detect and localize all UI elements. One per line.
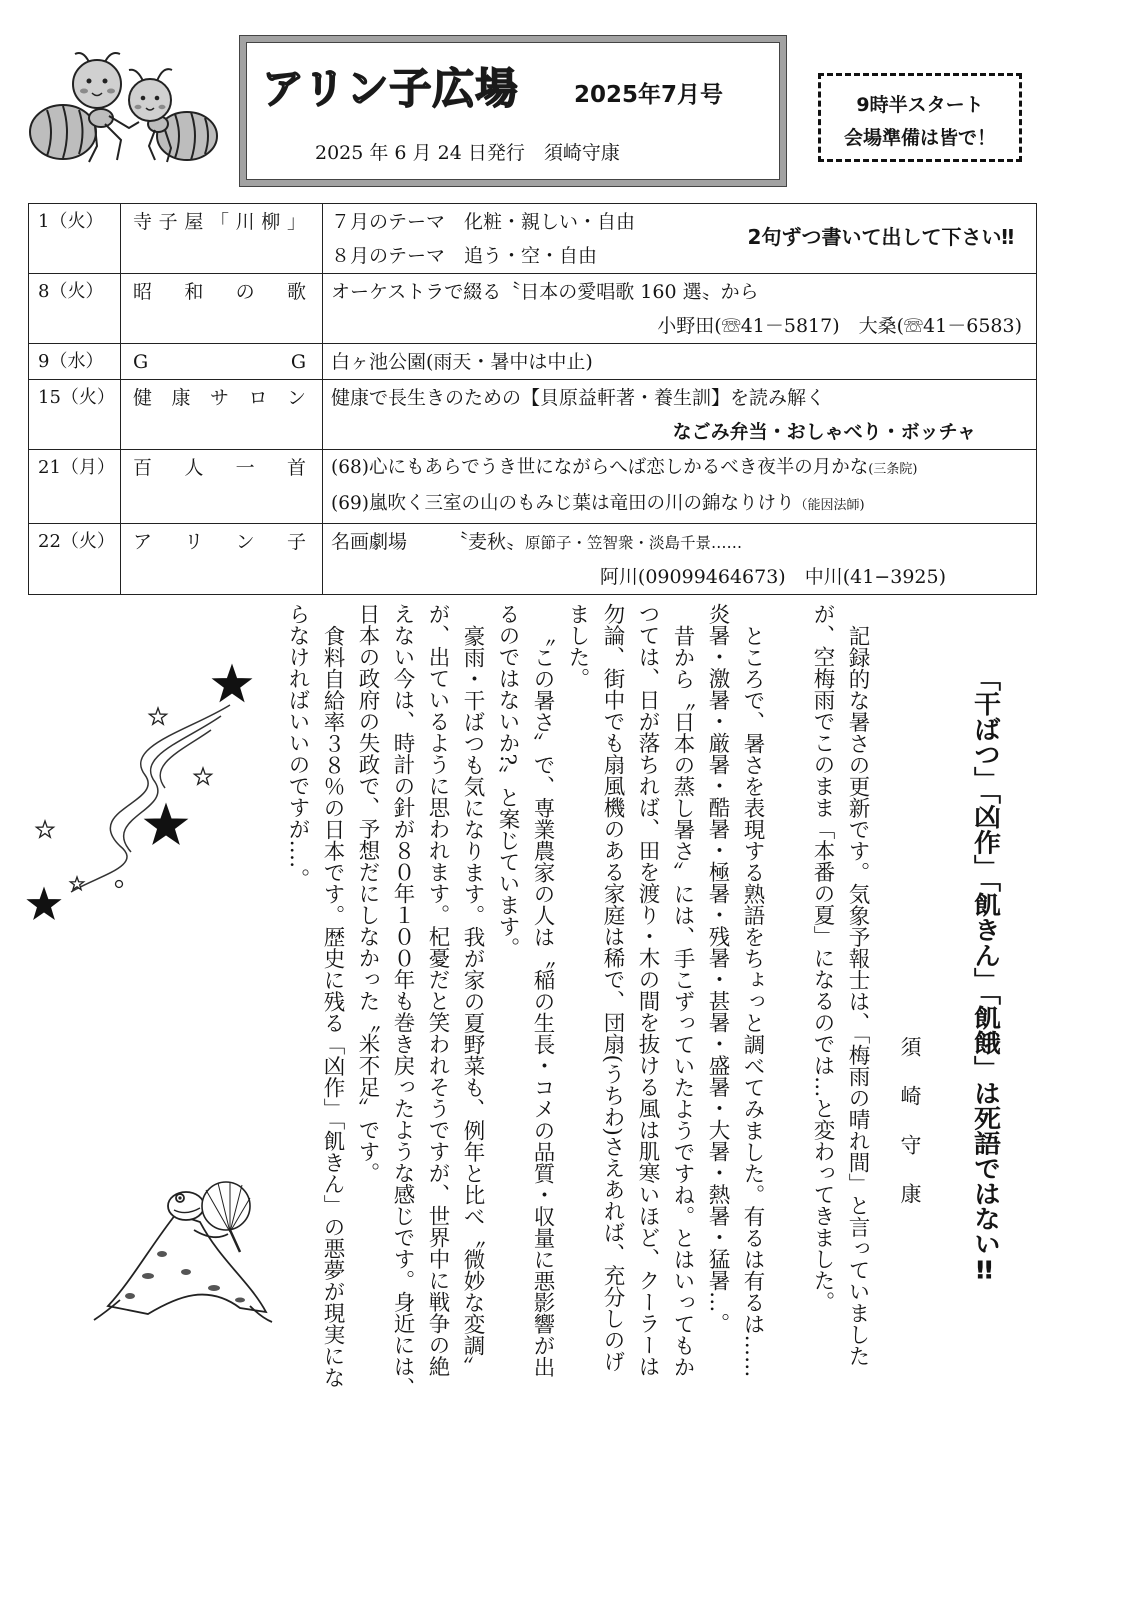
frog-pupil (178, 1196, 181, 1199)
date-cell (29, 450, 121, 524)
event-name (133, 275, 306, 309)
label-char: の (235, 281, 255, 303)
star-icon (213, 665, 251, 701)
label-char: 康 (171, 387, 191, 409)
ant-blush (107, 89, 115, 94)
detail-line: 白ヶ池公園(雨天・暑中は中止) (331, 351, 593, 373)
contact-line: 阿川(09099464673) 中川(41−3925) (599, 566, 946, 588)
paragraph-gap (770, 603, 805, 1433)
event-cell (121, 524, 323, 595)
details-cell (323, 380, 1037, 450)
fan-handle (230, 1230, 240, 1252)
star-icon (145, 804, 187, 844)
ant-antenna (105, 53, 120, 62)
label-char: 人 (184, 457, 204, 479)
event-cell (121, 450, 323, 524)
frog-leg (94, 1300, 120, 1320)
ant-blush (159, 105, 166, 109)
label-char: 和 (184, 281, 204, 303)
ant-antenna (157, 69, 172, 81)
poem-text: (68)心にもあらでうき世にながらへば恋しかるべき夜半の月かな (331, 457, 869, 478)
event-cell (121, 274, 323, 344)
star-outline-icon (36, 821, 53, 837)
poem-author: （能因法師) (794, 498, 865, 513)
schedule-row (29, 274, 1037, 344)
poem-author: (三条院) (868, 462, 918, 477)
poem-line (331, 451, 1022, 487)
article-line: 炎暑・激暑・厳暑・酷暑・極暑・残暑・甚暑・盛暑・大暑・熱暑・猛暑…。 (705, 603, 730, 1334)
star-icon (28, 888, 60, 919)
article-line: るのではないか?〟と案じています。 (495, 603, 520, 959)
notice-start-time: 9時半スタート (856, 94, 984, 116)
article-line: 日本の政府の失政で、予想だにしなかった〝米不足〟です。 (355, 603, 380, 1184)
ant-abdomen (30, 105, 96, 159)
label-char: 昭 (133, 281, 153, 303)
frog-head (168, 1192, 204, 1220)
label-char: リ (184, 531, 204, 553)
schedule-table (28, 203, 1037, 595)
article-line: 勿論、街中でも扇風機のある家庭は稀で、団扇(うちわ)さえあれば、充分しのげ (600, 603, 625, 1373)
label-char: ロ (248, 387, 268, 409)
label-char: 寺 (133, 211, 153, 233)
ant-arm (109, 116, 139, 128)
article-line: ところで、暑さを表現する熟語をちょっと調べてみました。有るは有るは‥‥‥ (740, 624, 765, 1378)
right-ant (129, 69, 217, 162)
details-cell (323, 524, 1037, 595)
detail-line: 健康で長生きのための【貝原益軒著・養生訓】を読み解く (331, 387, 826, 409)
article-line: 記録的な暑さの更新です。気象予報士は、「梅雨の晴れ間」と言っていました (845, 624, 870, 1367)
ant-blush (135, 105, 142, 109)
article-line: が、出ているように思われます。杞憂だと笑われそうですが、世界中に戦争の絶 (425, 603, 450, 1377)
issue-label: 2025年7月号 (574, 82, 724, 108)
date-cell (29, 204, 121, 274)
event-date: 1（火） (38, 211, 104, 232)
film-cast: 原節子・笠智衆・淡島千景‥‥‥ (525, 534, 743, 552)
masthead (240, 36, 786, 186)
label-char: 百 (133, 457, 153, 479)
ant-eye (87, 79, 92, 84)
schedule-row (29, 344, 1037, 380)
label-char: 首 (286, 457, 306, 479)
article-line: ました。 (565, 603, 590, 689)
article-line: 昔から〝日本の蒸し暑さ〟には、手こずっていたようですね。とはいってもか (670, 624, 695, 1377)
date-cell (29, 524, 121, 595)
event-date: 21（月） (38, 457, 115, 478)
notice-setup: 会場準備は皆で！ (843, 127, 996, 149)
swirl-lines (71, 705, 230, 892)
article-title: 「干ばつ」「凶作」「飢きん」「飢餓」は死語ではない‼ (969, 666, 1000, 1285)
frog-spot (157, 1251, 167, 1257)
newsletter-title: アリン子広場 (262, 64, 519, 113)
article-line: 〝この暑さ〟で、専業農家の人は〝稲の生長・コメの品質・収量に悪影響が出 (530, 624, 555, 1377)
poem-line (331, 487, 1022, 523)
event-date: 8（火） (38, 281, 104, 302)
detail-line: ７月のテーマ 化粧・親しい・自由 (331, 211, 636, 233)
frog-spot (235, 1298, 245, 1303)
article-body (280, 603, 875, 1433)
frog-spot (142, 1273, 154, 1279)
ant-leg (105, 124, 121, 160)
date-cell (29, 274, 121, 344)
label-char: ア (133, 531, 153, 553)
article-line: らなければいいのですが‥‥。 (285, 603, 310, 890)
event-name (133, 381, 306, 415)
article-line: 食料自給率３８％の日本です。歴史に残る「凶作」「飢きん」の悪夢が現実にな (320, 624, 345, 1388)
dot-icon (116, 881, 123, 888)
article-line: えない今は、時計の針が８０年１００年も巻き戻ったような感じです。身近には、 (390, 603, 415, 1399)
ant-blush (80, 89, 88, 94)
article-line: つては、日が落ちれば、田を渡り・木の間を抜ける風は肌寒いほど、クーラーは (635, 603, 660, 1377)
fan-face (202, 1182, 250, 1230)
event-date: 9（水） (38, 351, 104, 372)
star-outline-icon (194, 768, 211, 784)
activity-note: なごみ弁当・おしゃべり・ボッチャ (672, 421, 976, 443)
date-cell (29, 380, 121, 450)
detail-line: オーケストラで綴る〝日本の愛唱歌 160 選〟から (331, 281, 759, 303)
details-cell (323, 344, 1037, 380)
event-cell (121, 380, 323, 450)
film-title: 〝麦秋〟 (449, 531, 526, 553)
frog-spot (181, 1269, 191, 1275)
frog-spot (208, 1285, 220, 1291)
ant-eye (141, 96, 146, 101)
ant-eye (155, 96, 160, 101)
ant-eye (103, 79, 108, 84)
article-line: 豪雨・干ばつも気になります。我が家の夏野菜も、例年と比べ〝微妙な変調〟 (460, 624, 485, 1377)
schedule-row (29, 204, 1037, 274)
film-line (331, 525, 1022, 560)
submission-note: 2句ずつ書いて出して下さい‼ (747, 225, 1014, 249)
event-name (133, 451, 306, 485)
start-time-notice (818, 73, 1022, 162)
stars-illustration (25, 660, 265, 930)
event-date: 22（火） (38, 531, 115, 552)
label-char: サ (209, 387, 229, 409)
left-ant (30, 53, 139, 162)
event-name (133, 205, 306, 239)
details-cell (323, 204, 1037, 274)
label-char: 「 (209, 211, 229, 233)
star-outline-icon (70, 877, 83, 890)
event-name (133, 525, 306, 559)
ant-head (129, 79, 171, 121)
ants-illustration (25, 50, 220, 165)
schedule-row (29, 524, 1037, 595)
label-char: 子 (286, 531, 306, 553)
ant-leg (149, 130, 155, 160)
label-char: 子 (158, 211, 178, 233)
label-char: 歌 (286, 281, 306, 303)
label-char: 川 (235, 211, 255, 233)
event-date: 15（火） (38, 387, 115, 408)
label-char: ン (286, 387, 306, 409)
star-outline-icon (149, 708, 166, 724)
ant-head (73, 60, 121, 108)
frog-spot (125, 1293, 135, 1299)
details-cell (323, 274, 1037, 344)
schedule-row (29, 380, 1037, 450)
label-char: ン (235, 531, 255, 553)
label-char: 」 (286, 211, 306, 233)
article-author: 須崎守康 (898, 1036, 922, 1232)
label-char: 健 (133, 387, 153, 409)
event-cell (121, 344, 323, 380)
label-char: G (290, 351, 306, 373)
ant-antenna (129, 70, 143, 81)
details-cell (323, 450, 1037, 524)
detail-line: ８月のテーマ 追う・空・自由 (331, 245, 598, 267)
label-char: 屋 (184, 211, 204, 233)
date-cell (29, 344, 121, 380)
poem-text: (69)嵐吹く三室の山のもみじ葉は竜田の川の錦なりけり (331, 493, 795, 514)
film-program-label: 名画劇場 (331, 531, 408, 553)
ant-antenna (75, 53, 89, 62)
label-char: G (133, 351, 149, 373)
publication-line: 2025 年 6 月 24 日発行 須崎守康 (315, 142, 620, 164)
article-line: が、空梅雨でこのまま「本番の夏」になるのでは…と変わってきました。 (810, 603, 835, 1313)
details-wrap (331, 205, 1022, 273)
frog-illustration (90, 1172, 275, 1327)
event-cell (121, 204, 323, 274)
contact-line: 小野田(☏41－5817) 大桑(☏41－6583) (657, 315, 1022, 337)
ant-thorax (89, 109, 113, 127)
label-char: 柳 (261, 211, 281, 233)
label-char: 一 (235, 457, 255, 479)
event-name (133, 345, 306, 379)
schedule-row (29, 450, 1037, 524)
